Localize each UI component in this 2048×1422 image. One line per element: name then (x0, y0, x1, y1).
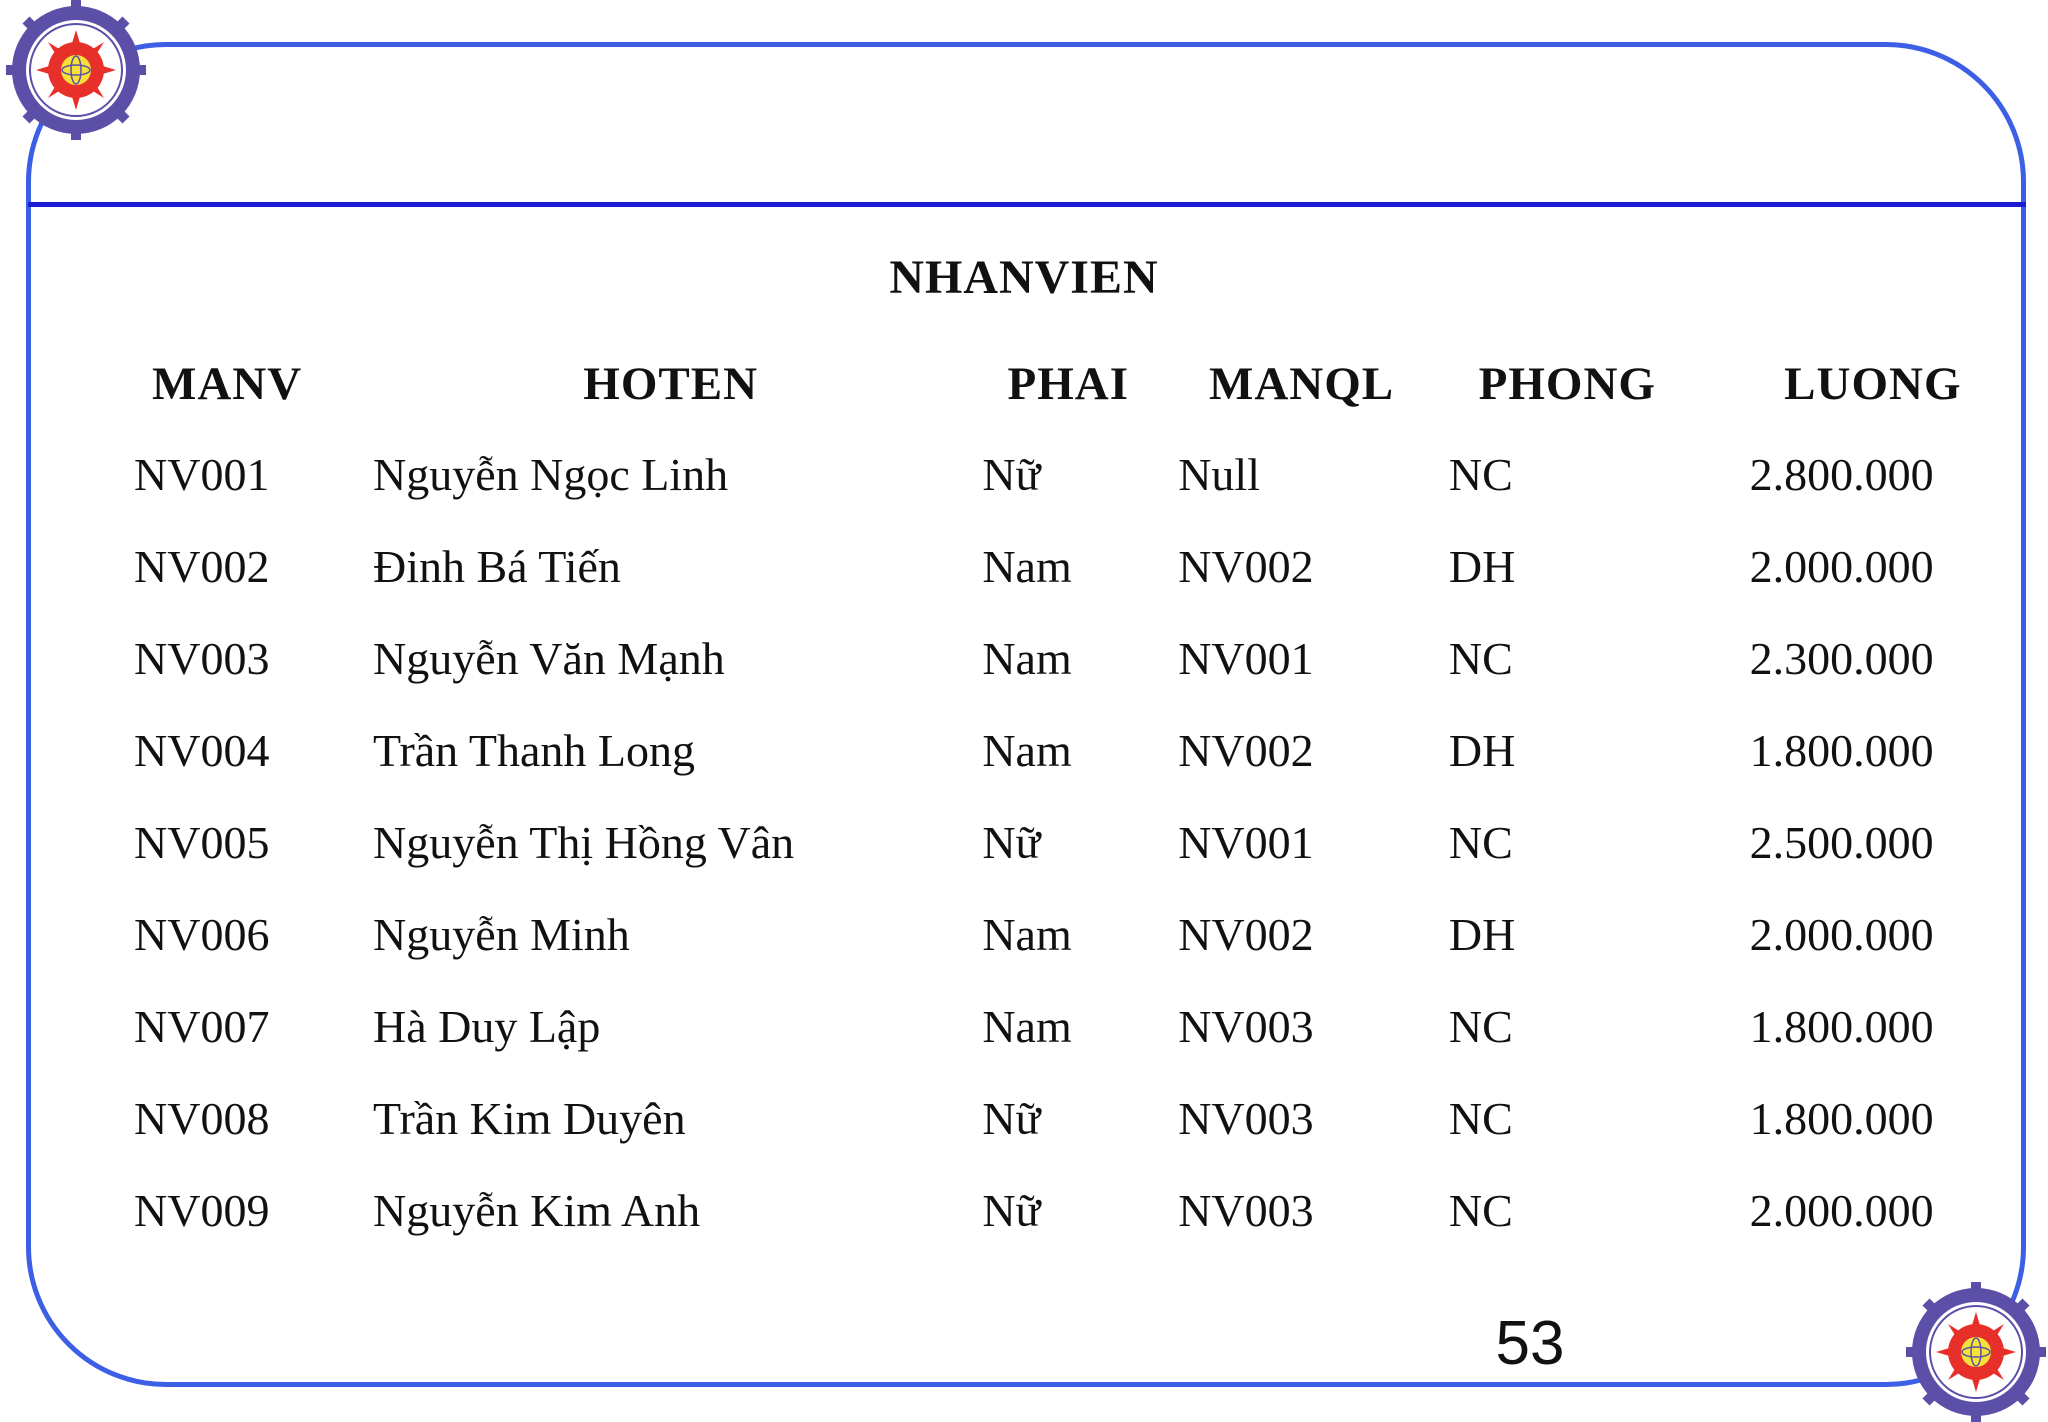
table-cell: 2.500.000 (1749, 816, 1934, 868)
table-cell: NC (1448, 1092, 1513, 1144)
table-body (118, 428, 2048, 1256)
table-cell: NV005 (134, 816, 270, 868)
table-cell: NV003 (1178, 1000, 1314, 1052)
column-header: MANV (152, 358, 303, 410)
table-cell: NC (1448, 1184, 1513, 1236)
table-cell: NV006 (134, 908, 270, 960)
column-header: LUONG (1784, 358, 1962, 410)
table-cell: Nam (982, 908, 1072, 960)
table-cell: Nguyễn Minh (372, 908, 630, 960)
table-row (118, 520, 2048, 612)
table-cell: DH (1448, 540, 1516, 592)
table-row (118, 796, 2048, 888)
table-cell: Null (1178, 448, 1260, 500)
table-cell: Nam (982, 540, 1072, 592)
table-title: NHANVIEN (889, 251, 1159, 304)
table-cell: Nam (982, 1000, 1072, 1052)
table-cell: Trần Kim Duyên (372, 1092, 686, 1144)
table-cell: NC (1448, 448, 1513, 500)
table-cell: DH (1448, 908, 1516, 960)
table-row (118, 612, 2048, 704)
table-row (118, 1164, 2048, 1256)
table-cell: 2.000.000 (1749, 1184, 1934, 1236)
table-cell: Nữ (982, 448, 1041, 500)
table-cell: NV001 (1178, 632, 1314, 684)
table-header-row (118, 340, 2048, 428)
table-cell: 2.300.000 (1749, 632, 1934, 684)
university-logo-icon (6, 0, 146, 140)
table-cell: NV007 (134, 1000, 270, 1052)
table-cell: 1.800.000 (1749, 1000, 1934, 1052)
table-cell: Nữ (982, 1092, 1041, 1144)
table-row (118, 980, 2048, 1072)
table-row (118, 888, 2048, 980)
column-header: PHAI (1007, 358, 1130, 410)
table-cell: 1.800.000 (1749, 1092, 1934, 1144)
header-divider (28, 202, 2026, 207)
table-row (118, 428, 2048, 520)
table-cell: Nam (982, 632, 1072, 684)
table-cell: NV003 (1178, 1092, 1314, 1144)
table-cell: NV002 (134, 540, 270, 592)
table-cell: Nguyễn Kim Anh (372, 1184, 701, 1236)
table-cell: NC (1448, 1000, 1513, 1052)
table-cell: NV001 (134, 448, 270, 500)
table-cell: NV002 (1178, 540, 1314, 592)
table-cell: 1.800.000 (1749, 724, 1934, 776)
table-cell: NC (1448, 816, 1513, 868)
column-header: MANQL (1208, 358, 1395, 410)
table-cell: NV009 (134, 1184, 270, 1236)
table-cell: Nguyễn Văn Mạnh (372, 632, 725, 684)
page-number: 53 (1495, 1309, 1565, 1378)
table-row (118, 1072, 2048, 1164)
column-header: PHONG (1478, 358, 1656, 410)
table-cell: NV001 (1178, 816, 1314, 868)
table-cell: Nguyễn Ngọc Linh (372, 448, 729, 500)
table-cell: NV004 (134, 724, 270, 776)
table-cell: Nam (982, 724, 1072, 776)
table-cell: NV002 (1178, 724, 1314, 776)
table-cell: DH (1448, 724, 1516, 776)
table-cell: 2.000.000 (1749, 908, 1934, 960)
table-cell: Nguyễn Thị Hồng Vân (372, 816, 795, 868)
table-cell: NV003 (1178, 1184, 1314, 1236)
table-cell: Đinh Bá Tiến (372, 540, 621, 592)
table-cell: Nữ (982, 816, 1041, 868)
table-cell: Nữ (982, 1184, 1041, 1236)
table-cell: Trần Thanh Long (372, 724, 695, 776)
table-cell: Hà Duy Lập (372, 1000, 601, 1052)
table-cell: NV008 (134, 1092, 270, 1144)
university-logo-icon (1906, 1282, 2046, 1422)
table-cell: NC (1448, 632, 1513, 684)
table-row (118, 704, 2048, 796)
column-header: HOTEN (583, 358, 759, 410)
table-cell: 2.000.000 (1749, 540, 1934, 592)
table-cell: NV002 (1178, 908, 1314, 960)
table-cell: 2.800.000 (1749, 448, 1934, 500)
nhanvien-table (118, 340, 2048, 1256)
table-cell: NV003 (134, 632, 270, 684)
